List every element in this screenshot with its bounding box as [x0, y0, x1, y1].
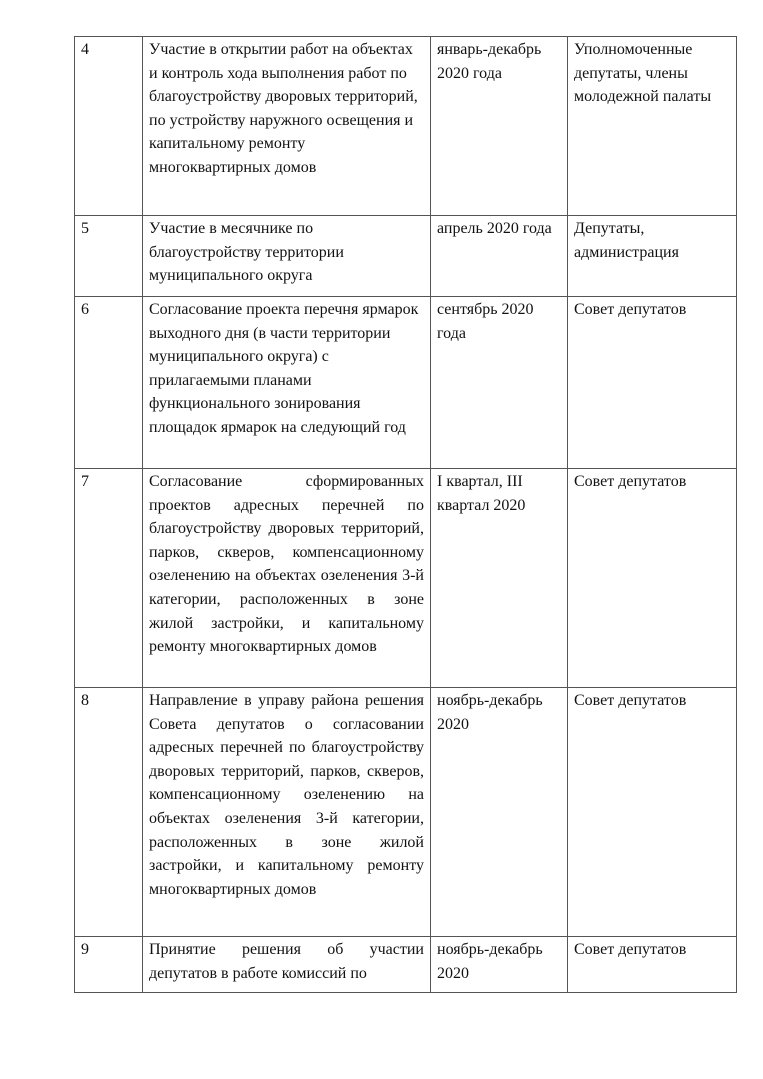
row-number: 5	[75, 216, 143, 297]
table-row	[75, 216, 737, 297]
period-cell: январь-декабрь 2020 года	[431, 37, 568, 216]
row-number: 6	[75, 297, 143, 469]
table-row	[75, 688, 737, 937]
row-number: 4	[75, 37, 143, 216]
row-number: 7	[75, 469, 143, 688]
table-row	[75, 937, 737, 993]
table-row	[75, 469, 737, 688]
table-row	[75, 37, 737, 216]
period-cell: апрель 2020 года	[431, 216, 568, 297]
action-cell: Направление в управу района решения Совета депутатов о согласовании адресных перечней по благоустройству дворовых территорий, парков, скверов, компенсационному озеленению на объектах озеленения 3-й категории, расположенных в зоне жилой застройки, и капитальному ремонту многоквартирных домов	[143, 688, 431, 937]
action-cell: Согласование проекта перечня ярмарок выходного дня (в части территории муниципального округа) с прилагаемыми планами функционального зонирования площадок ярмарок на следующий год	[143, 297, 431, 469]
responsible-cell: Депутаты, администрация	[568, 216, 737, 297]
period-cell: ноябрь-декабрь 2020	[431, 937, 568, 993]
period-cell: I квартал, III квартал 2020	[431, 469, 568, 688]
action-cell: Принятие решения об участии депутатов в работе комиссий по	[143, 937, 431, 993]
work-plan-table	[74, 36, 737, 993]
row-number: 8	[75, 688, 143, 937]
responsible-cell: Совет депутатов	[568, 937, 737, 993]
table-row	[75, 297, 737, 469]
responsible-cell: Совет депутатов	[568, 469, 737, 688]
action-cell: Участие в открытии работ на объектах и контроль хода выполнения работ по благоустройству дворовых территорий, по устройству наружного освещения и капитальному ремонту многоквартирных домов	[143, 37, 431, 216]
period-cell: сентябрь 2020 года	[431, 297, 568, 469]
responsible-cell: Совет депутатов	[568, 688, 737, 937]
action-cell: Согласование сформированных проектов адресных перечней по благоустройству дворовых территорий, парков, скверов, компенсационному озеленению на объектах озеленения 3-й категории, расположенных в зоне жилой застройки, и капитальному ремонту многоквартирных домов	[143, 469, 431, 688]
responsible-cell: Совет депутатов	[568, 297, 737, 469]
action-cell: Участие в месячнике по благоустройству территории муниципального округа	[143, 216, 431, 297]
row-number: 9	[75, 937, 143, 993]
responsible-cell: Уполномоченные депутаты, члены молодежной палаты	[568, 37, 737, 216]
period-cell: ноябрь-декабрь 2020	[431, 688, 568, 937]
